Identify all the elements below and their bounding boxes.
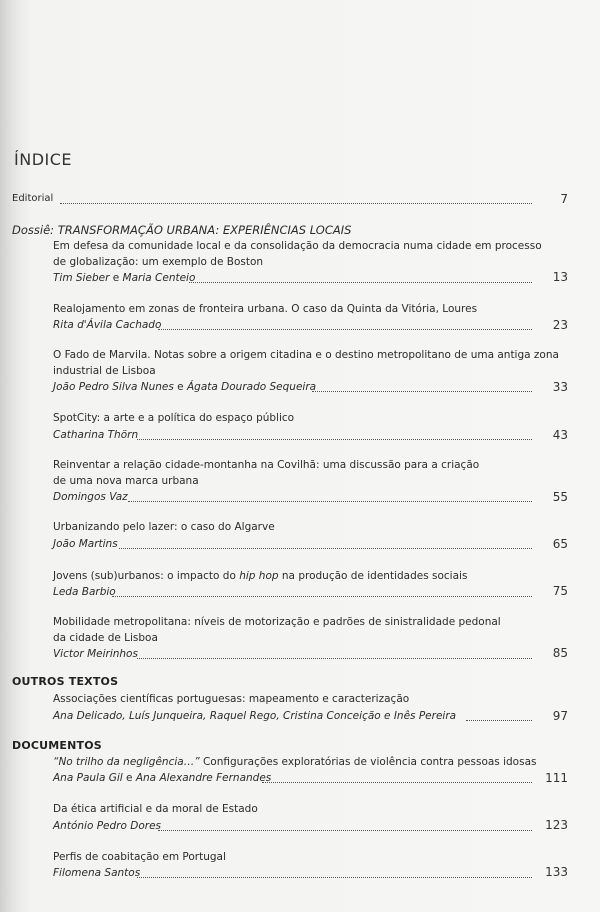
page-number: 111 [545, 771, 568, 785]
page-number: 13 [552, 270, 568, 284]
dot-leader [137, 439, 532, 440]
section-heading-outros-textos: OUTROS TEXTOS [12, 675, 119, 688]
article-title-line: SpotCity: a arte e a política do espaço público [53, 412, 295, 424]
article-title-line: Perfis de coabitação em Portugal [53, 851, 226, 863]
article-title-line: Jovens (sub)urbanos: o impacto do hip hop na produção de identidades sociais [53, 570, 468, 582]
article-author: João Pedro Silva Nunes e Ágata Dourado Sequeira [53, 381, 317, 393]
section-heading-documentos: DOCUMENTOS [12, 739, 102, 752]
article-author: Ana Paula Gil e Ana Alexandre Fernandes [53, 772, 272, 784]
article-title-line: Realojamento em zonas de fronteira urbana. O caso da Quinta da Vitória, Loures [53, 303, 478, 315]
dot-leader [262, 782, 532, 783]
page-number: 123 [545, 818, 568, 832]
dot-leader [137, 877, 532, 878]
article-author: João Martins [53, 538, 118, 550]
dot-leader [466, 720, 532, 721]
dot-leader [158, 329, 532, 330]
article-title-line: “No trilho da negligência…” Configurações exploratórias de violência contra pessoas idosas [53, 756, 537, 768]
page-number: 23 [552, 318, 568, 332]
article-title-line: Da ética artificial e da moral de Estado [53, 803, 258, 815]
page-number: 7 [560, 192, 568, 206]
article-title-line: Urbanizando pelo lazer: o caso do Algarve [53, 521, 275, 533]
page-number: 55 [552, 490, 568, 504]
page-title: ÍNDICE [14, 150, 73, 169]
article-author: Victor Meirinhos [53, 648, 138, 660]
article-title-line: Mobilidade metropolitana: níveis de motorização e padrões de sinistralidade pedonal [53, 616, 501, 628]
editorial-label: Editorial [12, 193, 54, 204]
article-title-line: da cidade de Lisboa [53, 632, 158, 644]
article-author: Rita d'Ávila Cachado [53, 319, 162, 331]
dossie-title: TRANSFORMAÇÃO URBANA: EXPERIÊNCIAS LOCAIS [57, 223, 352, 237]
page-number: 75 [552, 584, 568, 598]
page-number: 33 [552, 380, 568, 394]
dot-leader [158, 830, 532, 831]
article-title-line: industrial de Lisboa [53, 365, 156, 377]
article-title-line: Associações científicas portuguesas: mapeamento e caracterização [53, 693, 410, 705]
dot-leader [60, 203, 532, 204]
page-number: 97 [552, 709, 568, 723]
article-title-line: O Fado de Marvila. Notas sobre a origem citadina e o destino metropolitano de uma antiga zona [53, 349, 559, 361]
dot-leader [137, 658, 532, 659]
article-author: Domingos Vaz [53, 491, 128, 503]
article-title-line: Em defesa da comunidade local e da consolidação da democracia numa cidade em processo [53, 240, 542, 252]
dot-leader [119, 548, 532, 549]
article-author: Ana Delicado, Luís Junqueira, Raquel Rego, Cristina Conceição e Inês Pereira [53, 710, 457, 722]
dot-leader [189, 282, 532, 283]
page-number: 133 [545, 865, 568, 879]
article-title-line: Reinventar a relação cidade-montanha na Covilhã: uma discussão para a criação [53, 459, 480, 471]
dossie-heading [12, 223, 351, 237]
article-author: António Pedro Dores [53, 820, 162, 832]
article-author: Leda Barbio [53, 586, 116, 598]
page-number: 65 [552, 537, 568, 551]
article-author: Catharina Thörn [53, 429, 139, 441]
article-author: Tim Sieber e Maria Centeio [53, 272, 196, 284]
article-author: Filomena Santos [53, 867, 141, 879]
dossie-prefix: Dossiê: [12, 223, 55, 237]
article-title-line: de globalização: um exemplo de Boston [53, 256, 264, 268]
article-title-line: de uma nova marca urbana [53, 475, 199, 487]
page-number: 85 [552, 646, 568, 660]
dot-leader [128, 501, 532, 502]
dot-leader [112, 596, 532, 597]
dot-leader [312, 391, 532, 392]
page-number: 43 [552, 428, 568, 442]
